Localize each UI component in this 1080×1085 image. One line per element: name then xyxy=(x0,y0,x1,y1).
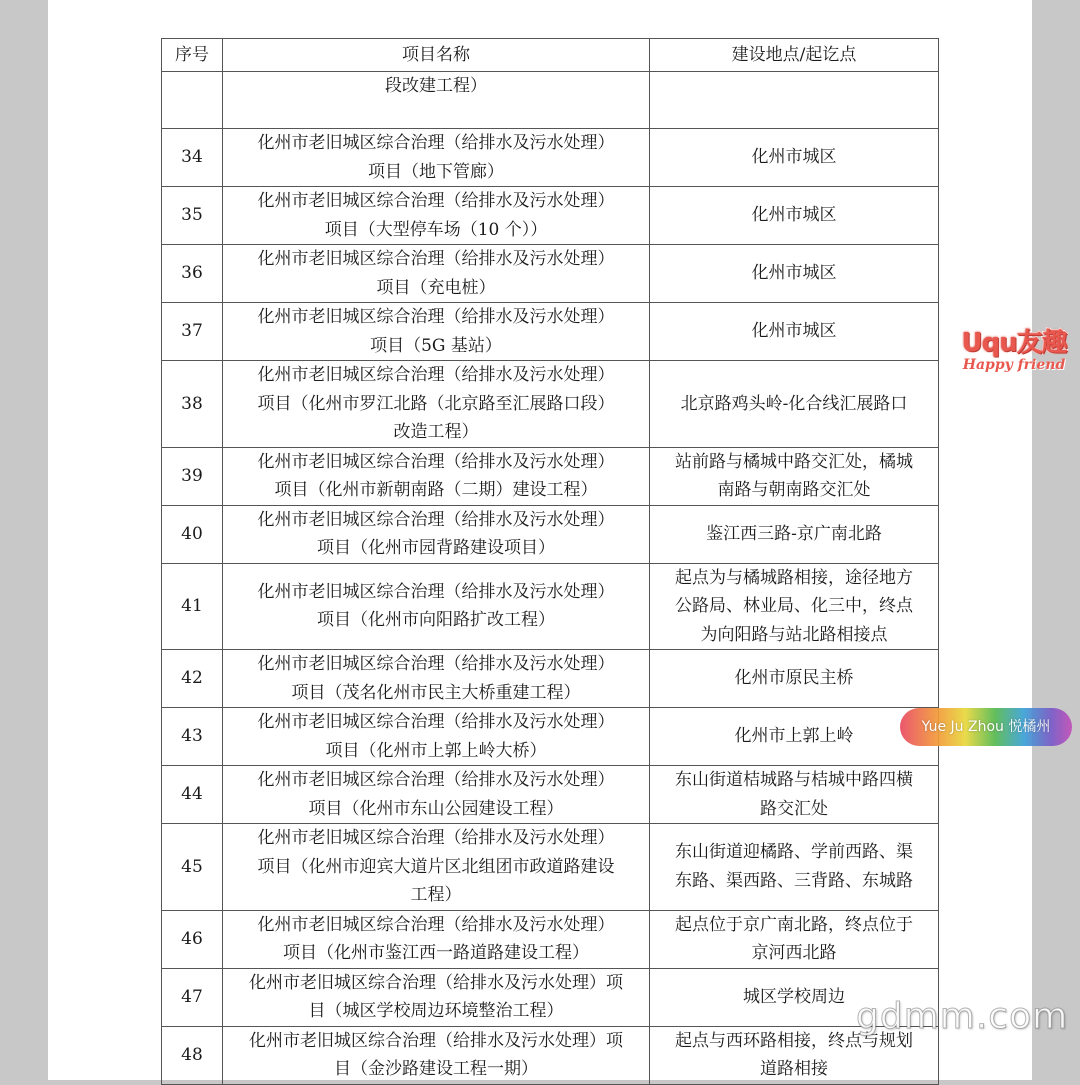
location-line: 东山街道迎橘路、学前西路、渠 xyxy=(675,842,913,863)
location-line: 京河西北路 xyxy=(751,943,837,963)
project-name-line: 化州市老旧城区综合治理（给排水及污水处理） xyxy=(257,451,615,472)
project-name-line: 化州市老旧城区综合治理（给排水及污水处理） xyxy=(257,828,615,848)
project-name-line: 化州市老旧城区综合治理（给排水及污水处理）项 xyxy=(249,972,623,993)
project-name-line: 项目（化州市新朝南路（二期）建设工程） xyxy=(274,480,598,500)
cell-project-name xyxy=(223,505,650,563)
location-line: 化州市城区 xyxy=(751,147,837,168)
cell-location xyxy=(650,303,939,361)
location-line: 为向阳路与站北路相接点 xyxy=(700,624,888,645)
cell-location xyxy=(650,650,939,708)
table-row xyxy=(162,824,939,911)
location-line: 路交汇处 xyxy=(760,798,828,819)
location-line: 起点为与橘城路相接，途径地方 xyxy=(675,567,913,588)
project-name-line: 化州市老旧城区综合治理（给排水及污水处理） xyxy=(257,365,615,385)
table-row xyxy=(162,968,939,1026)
cell-location xyxy=(650,824,939,911)
cell-location xyxy=(650,766,939,824)
uqu-watermark-logo xyxy=(952,322,1076,373)
project-name-line: 项目（地下管廊） xyxy=(368,161,504,182)
cell-number: 39 xyxy=(162,447,223,505)
cell-location xyxy=(650,245,939,303)
project-table xyxy=(161,38,939,1085)
project-name-line: 项目（化州市上郭上岭大桥） xyxy=(325,740,547,761)
table-row xyxy=(162,303,939,361)
cell-location xyxy=(650,187,939,245)
location-line: 起点与西环路相接，终点与规划 xyxy=(675,1030,913,1051)
table-row xyxy=(162,187,939,245)
cell-project-name xyxy=(223,910,650,968)
project-name-line: 化州市老旧城区综合治理（给排水及污水处理） xyxy=(257,770,615,790)
cell-number: 46 xyxy=(162,910,223,968)
cell-number: 47 xyxy=(162,968,223,1026)
project-name-line: 化州市老旧城区综合治理（给排水及污水处理） xyxy=(257,654,615,674)
table-row-continuation xyxy=(162,72,939,129)
location-line: 东山街道桔城路与桔城中路四横 xyxy=(675,770,913,790)
location-line: 南路与朝南路交汇处 xyxy=(717,480,871,500)
location-line: 道路相接 xyxy=(760,1059,828,1079)
project-name-line: 化州市老旧城区综合治理（给排水及污水处理） xyxy=(257,133,615,153)
project-name-line: 化州市老旧城区综合治理（给排水及污水处理） xyxy=(257,191,615,211)
cell-number: 41 xyxy=(162,563,223,650)
location-line: 起点位于京广南北路，终点位于 xyxy=(675,914,913,935)
project-name-line: 项目（茂名化州市民主大桥重建工程） xyxy=(291,682,581,703)
cell-number: 43 xyxy=(162,708,223,766)
location-line: 化州市城区 xyxy=(751,321,837,342)
project-name-line: 化州市老旧城区综合治理（给排水及污水处理） xyxy=(257,249,615,269)
project-name-line: 项目（化州市园背路建设项目） xyxy=(317,538,555,558)
cell-project-name xyxy=(223,708,650,766)
project-name-line: 目（金沙路建设工程一期） xyxy=(334,1059,538,1079)
location-line: 化州市城区 xyxy=(751,263,837,284)
cell-project-name xyxy=(223,968,650,1026)
project-name-line: 化州市老旧城区综合治理（给排水及污水处理） xyxy=(257,914,615,935)
table-row xyxy=(162,505,939,563)
cell-project-name xyxy=(223,303,650,361)
table-row xyxy=(162,650,939,708)
cell-project-name xyxy=(223,766,650,824)
cell-number: 37 xyxy=(162,303,223,361)
cell-location xyxy=(650,129,939,187)
project-name-line: 项目（化州市鉴江西一路道路建设工程） xyxy=(283,943,589,963)
table-row xyxy=(162,766,939,824)
project-name-line: 化州市老旧城区综合治理（给排水及污水处理） xyxy=(257,307,615,327)
location-line: 化州市上郭上岭 xyxy=(734,726,854,747)
cell-project-name xyxy=(223,361,650,448)
project-name-line: 工程） xyxy=(410,885,462,905)
project-name-line: 化州市老旧城区综合治理（给排水及污水处理） xyxy=(257,509,615,530)
cell-number: 45 xyxy=(162,824,223,911)
location-line: 城区学校周边 xyxy=(743,986,845,1007)
project-name-line: 项目（化州市向阳路扩改工程） xyxy=(317,610,555,631)
cell-project-name xyxy=(223,129,650,187)
cell-number: 35 xyxy=(162,187,223,245)
cell-number: 42 xyxy=(162,650,223,708)
project-name-line: 改造工程） xyxy=(393,422,479,442)
project-name-line: 化州市老旧城区综合治理（给排水及污水处理） xyxy=(257,581,615,602)
table-row xyxy=(162,245,939,303)
cell-number: 38 xyxy=(162,361,223,448)
table-header-row xyxy=(162,39,939,72)
cell-location xyxy=(650,361,939,448)
header-number: 序号 xyxy=(162,39,223,72)
table-row xyxy=(162,563,939,650)
cell-project-name xyxy=(223,447,650,505)
site-watermark: gdmm.com xyxy=(856,996,1069,1037)
table-row xyxy=(162,361,939,448)
project-name-line: 项目（大型停车场（10 个）） xyxy=(324,219,548,240)
yuejuzhou-watermark-badge xyxy=(900,708,1072,746)
table-row xyxy=(162,1026,939,1084)
location-line: 化州市原民主桥 xyxy=(734,668,854,689)
location-line: 公路局、林业局、化三中，终点 xyxy=(675,596,913,616)
cell-location xyxy=(650,563,939,650)
cell-project-name xyxy=(223,187,650,245)
location-line: 鉴江西三路-京广南北路 xyxy=(706,523,882,544)
project-name-line: 化州市老旧城区综合治理（给排水及污水处理）项 xyxy=(249,1030,623,1051)
project-name-line: 项目（化州市东山公园建设工程） xyxy=(308,798,564,819)
cell-number: 36 xyxy=(162,245,223,303)
cell-number xyxy=(162,72,223,129)
location-line: 化州市城区 xyxy=(751,205,837,226)
cell-project-name xyxy=(223,824,650,911)
cell-location xyxy=(650,910,939,968)
table-row xyxy=(162,447,939,505)
cell-project-name xyxy=(223,563,650,650)
cell-project-name xyxy=(223,72,650,129)
project-name-line: 项目（化州市迎宾大道片区北组团市政道路建设 xyxy=(257,856,615,877)
header-project-name: 项目名称 xyxy=(223,39,650,72)
location-line: 站前路与橘城中路交汇处，橘城 xyxy=(675,451,913,472)
uqu-logo-subtitle: Happy friend xyxy=(962,357,1066,373)
table-row xyxy=(162,129,939,187)
cell-location xyxy=(650,72,939,129)
cell-location xyxy=(650,708,939,766)
cell-number: 44 xyxy=(162,766,223,824)
project-name-line: 段改建工程） xyxy=(385,76,487,96)
cell-location xyxy=(650,505,939,563)
project-name-line: 目（城区学校周边环境整治工程） xyxy=(308,1001,564,1021)
table-row xyxy=(162,910,939,968)
location-line: 东路、渠西路、三背路、东城路 xyxy=(675,870,913,891)
cell-project-name xyxy=(223,1026,650,1084)
project-name-line: 项目（5G 基站） xyxy=(370,335,502,356)
cell-number: 40 xyxy=(162,505,223,563)
location-line: 北京路鸡头岭-化合线汇展路口 xyxy=(680,393,908,414)
cell-project-name xyxy=(223,650,650,708)
cell-number: 48 xyxy=(162,1026,223,1084)
cell-number: 34 xyxy=(162,129,223,187)
table-row xyxy=(162,708,939,766)
cell-location xyxy=(650,447,939,505)
uqu-logo-text: Uqu友趣 xyxy=(961,328,1067,358)
yuejuzhou-watermark-text: Yue Ju Zhou 悦橘州 xyxy=(921,719,1051,735)
project-name-line: 项目（充电桩） xyxy=(376,277,496,298)
project-name-line: 项目（化州市罗江北路（北京路至汇展路口段） xyxy=(257,393,615,414)
cell-project-name xyxy=(223,245,650,303)
document-page xyxy=(48,0,1069,1080)
project-name-line: 化州市老旧城区综合治理（给排水及污水处理） xyxy=(257,712,615,732)
header-location: 建设地点/起讫点 xyxy=(650,39,939,72)
